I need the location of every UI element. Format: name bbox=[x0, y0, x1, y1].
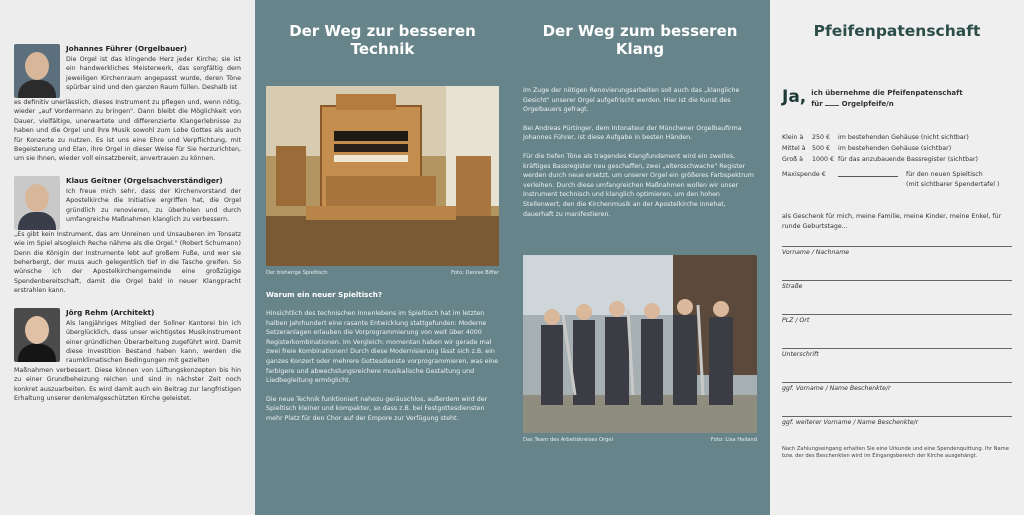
option-desc: im bestehenden Gehäuse (nicht sichtbar) bbox=[838, 134, 969, 141]
field-label: PLZ / Ort bbox=[782, 317, 810, 324]
caption-text: Das Team des Arbeitskreises Orgel bbox=[523, 437, 614, 444]
field-recipient[interactable] bbox=[782, 382, 1012, 404]
option-row bbox=[782, 154, 1012, 165]
photo-credit: Foto: Lisa Heiland bbox=[710, 437, 757, 444]
field-name[interactable] bbox=[782, 246, 1012, 268]
organ-console-photo bbox=[266, 86, 499, 266]
maxispende-amount-field[interactable] bbox=[838, 170, 898, 177]
panel-title: Pfeifenpatenschaft bbox=[813, 22, 981, 40]
portrait-rehm bbox=[14, 308, 60, 362]
option-price: 1000 € bbox=[812, 156, 835, 163]
ja-statement bbox=[782, 86, 1012, 110]
field-label: Unterschrift bbox=[782, 351, 819, 358]
paragraph: Die neue Technik funktioniert nahezu geräuschlos, außerdem wird der Spieltisch kleiner und kompakter, so dass z.B. bei Festgottesdiensten mehr Platz für den Chor auf der Empore zur Verfügung steht. bbox=[266, 395, 488, 422]
testimonial-text-continued: „Es gibt kein Instrument, das am Unreinen und Unsauberen im Tonsatz wie im Spiel alsogleich Reche nähme als die Orgel." (Robert Schumann) Denn die Königin der Instrumente lebt auf großem Fuße, und wer sie beherbergt, der muss auch gelegentlich tief in die Tasche greifen. So wünsche ich der Apostelkirchengemeinde eine großzügige Spendenbereitschaft, damit die Orgel bald in neuer Klangpracht erstrahlen kann. bbox=[14, 230, 241, 295]
maxispende-label: Maxispende € bbox=[782, 171, 826, 178]
portrait-geitner bbox=[14, 176, 60, 230]
form-fields bbox=[782, 246, 1012, 438]
paragraph: Bei Andreas Pürtinger, dem Intonateur der Münchener Orgelbaufirma Johannes Führer, ist diese Aufgabe in besten Händen. bbox=[523, 124, 742, 142]
gift-text: als Geschenk für mich, meine Familie, meine Kinder, meine Enkel, für runde Geburtstage... bbox=[782, 213, 1002, 230]
option-row bbox=[782, 143, 1012, 154]
option-row bbox=[782, 132, 1012, 143]
paragraph: Für die tiefen Töne als tragendes Klangfundament wird ein zweites, kräftiges Bassregister neu geschaffen, zwei „altersschwache" Register werden durch neue ersetzt, um unserer Orgel ein größeres Farbspektrum verleihen. Durch diese umfangreichen Maßnahmen wollen wir unser Instrument technisch und klanglich optimieren, um den hohen Stellenwert, den die Kirchenmusik an der Apostelkirche innehat, dauerhaft zu manifestieren. bbox=[523, 152, 754, 218]
team-photo bbox=[523, 255, 757, 433]
option-size: Klein à bbox=[782, 134, 804, 141]
option-price: 500 € bbox=[812, 145, 831, 152]
field-signature[interactable] bbox=[782, 348, 1012, 370]
maxispende-desc-2: (mit sichtbarer Spendertafel ) bbox=[906, 181, 1000, 188]
ja-line-1: ich übernehme die Pfeifenpatenschaft bbox=[811, 89, 963, 97]
klang-body bbox=[523, 86, 757, 219]
testimonial-rehm bbox=[14, 308, 241, 404]
field-label: ggf. weiterer Vorname / Name Beschenkte/r bbox=[782, 419, 919, 426]
organ-photo-caption bbox=[266, 270, 499, 276]
field-recipient-2[interactable] bbox=[782, 416, 1012, 438]
testimonial-fuehrer bbox=[14, 44, 241, 164]
options-table bbox=[782, 132, 1012, 165]
person-name: Klaus Geitner (Orgelsachverständiger) bbox=[66, 175, 223, 185]
testimonial-text-continued: es definitiv unerlässlich, dieses Instrument zu pflegen und, wenn nötig, wieder „auf Vordermann zu bringen". Dann bleibt die Möglichkeit von Dauer, vielfältige, unerwartete und differenzierte Klangerlebnisse zu haben und die Orgel und ihre Musik sowohl zum Lobe Gottes als auch für Konzerte zu nutzen. Es ist uns eine Ehre und Verpflichtung, mit Begeisterung und Elan, ihre Orgel in dieser Weise für Sie herzurichten, um sie Ihnen, wieder voll einsatzbereit, anvertrauen zu können. bbox=[14, 99, 241, 163]
testimonial-geitner bbox=[14, 176, 241, 296]
maxispende-desc: für den neuen Spieltisch bbox=[906, 171, 983, 178]
paragraph: Hinsichtlich des technischen Innenlebens im Spieltisch hat im letzten halben Jahrhundert eine rasante Entwicklung stattgefunden: Moderne Setzeranlagen erlauben die Vorprogrammierung von weit über 4000 Registerkombinationen. Im Vergleich: momentan haben wir gerade mal zwei freie Kombinationen! Durch diese Modernisierung lässt sich z.B. ein ganzes Konzert oder mehrere Gottesdienste vorprogrammieren, was eine farbigere und abwechslungsreichere musikalische Gestaltung und Liedbegleitung ermöglicht. bbox=[266, 310, 499, 385]
footnote: Nach Zahlungseingang erhalten Sie eine Urkunde und eine Spendenquittung. Ihr Name bzw. der des Beschenkten wird im Eingangsbereich der Kirche ausgehängt. bbox=[782, 446, 1009, 460]
testimonials-panel bbox=[0, 0, 255, 515]
paragraph: Im Zuge der nötigen Renovierungsarbeiten soll auch das „klangliche Gesicht" unserer Orgel aufgefrischt werden. Hier ist die Kunst des Orgelbauers gefragt. bbox=[523, 87, 740, 114]
option-size: Mittel à bbox=[782, 145, 806, 152]
panel-title: Der Weg zur besseren Technik bbox=[289, 22, 476, 58]
caption-text: Der bisherige Spieltisch bbox=[266, 270, 328, 276]
team-photo-caption bbox=[523, 437, 757, 443]
field-label: Vorname / Nachname bbox=[782, 249, 850, 256]
option-size: Groß à bbox=[782, 156, 804, 163]
option-price: 250 € bbox=[812, 134, 831, 141]
option-desc: für das anzubauende Bassregister (sichtbar) bbox=[838, 156, 979, 163]
ja-line-2-prefix: für bbox=[811, 100, 823, 108]
testimonial-text: Die Orgel ist das klingende Herz jeder Kirche; sie ist ein handwerkliches Meisterwerk, das sorgfältig dem jeweiligen Kirchenraum angepasst wurde, deren Töne spürbar sind und den ganzen Raum füllen. Deshalb ist bbox=[66, 56, 241, 92]
person-name: Johannes Führer (Orgelbauer) bbox=[66, 44, 187, 53]
field-city[interactable] bbox=[782, 314, 1012, 336]
count-blank-field[interactable] bbox=[825, 105, 839, 106]
field-label: Straße bbox=[782, 283, 803, 290]
maxispende-row bbox=[782, 170, 1012, 190]
technik-body bbox=[266, 309, 499, 424]
ja-heading: Ja, bbox=[782, 87, 807, 107]
portrait-fuehrer bbox=[14, 44, 60, 98]
photo-credit: Foto: Denise Biffar bbox=[451, 270, 499, 276]
option-desc: im bestehenden Gehäuse (sichtbar) bbox=[838, 145, 952, 152]
field-street[interactable] bbox=[782, 280, 1012, 302]
testimonial-text: Als langjähriges Mitglied der Sollner Kantorei bin ich überglücklich, dass unser wichtigstes Musikinstrument einer gründlichen Überarbeitung zugeführt wird. Damit diese Investition Bestand haben kann, werden die raumklimatischen Bedingungen mit gezielten bbox=[66, 319, 241, 365]
klang-panel bbox=[510, 0, 770, 515]
panel-title: Der Weg zum besseren Klang bbox=[542, 22, 738, 58]
patenschaft-form-panel bbox=[770, 0, 1024, 515]
field-label: ggf. Vorname / Name Beschenkte/r bbox=[782, 385, 891, 392]
testimonial-text-continued: Maßnahmen verbessert. Diese können von Lüftungskonzepten bis hin zu einer Grundbeheizung reichen und sind in nächster Zeit noch konkret auszuarbeiten. Es wird damit auch ein Beitrag zur langfristigen Erhaltung unserer denkmalgeschützten Kirche geleistet. bbox=[14, 366, 241, 402]
testimonial-text: Ich freue mich sehr, dass der Kirchenvorstand der Apostelkirche die Initiative ergriffen hat, die Orgel gründlich zu renovieren, zu überholen und durch umfangreiche Maßnahmen klanglich zu verbessern. bbox=[66, 187, 241, 224]
section-title: Warum ein neuer Spieltisch? bbox=[266, 290, 383, 299]
ja-line-2-suffix: Orgelpfeife/n bbox=[841, 100, 894, 108]
technik-panel bbox=[255, 0, 510, 515]
person-name: Jörg Rehm (Architekt) bbox=[66, 307, 155, 317]
